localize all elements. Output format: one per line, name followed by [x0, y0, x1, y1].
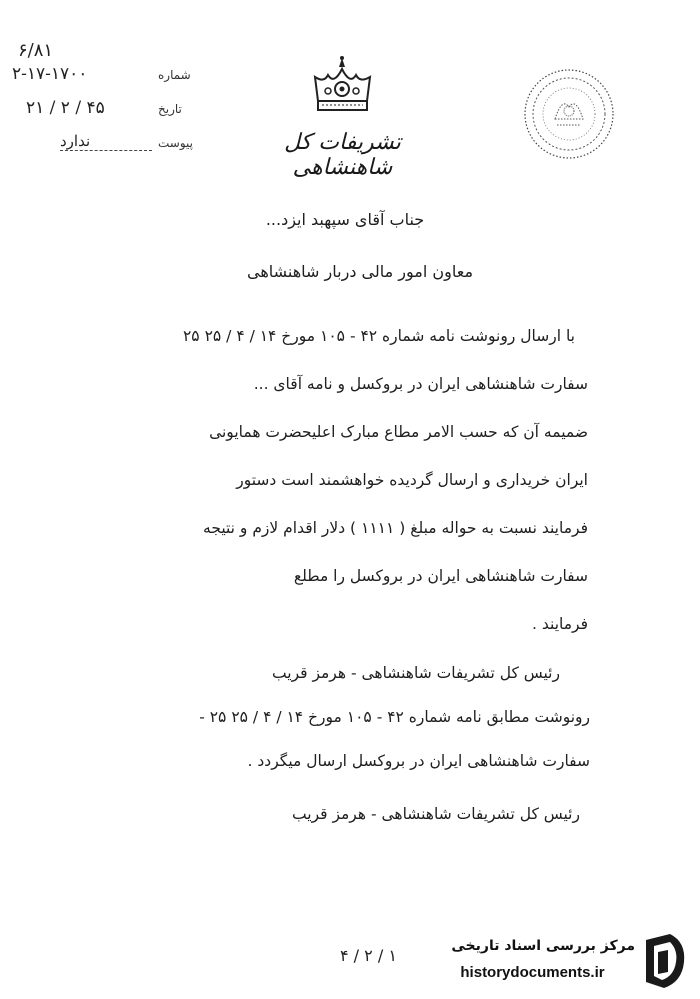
- page-number: ۴ / ۲ / ۱: [340, 946, 397, 965]
- archive-website: historydocuments.ir: [460, 964, 605, 981]
- reference-attachment-value: ندارد: [60, 132, 91, 150]
- circular-seal-stamp: [522, 67, 616, 161]
- paragraph1-line: ضمیمه آن که حسب الامر مطاع مبارک اعلیحضرت همایونی: [209, 423, 588, 441]
- paragraph1-line: فرمایند نسبت به حواله مبلغ ( ۱۱۱۱ ) دلار اقدام لازم و نتیجه: [203, 519, 588, 537]
- paragraph1-line: فرمایند .: [532, 615, 588, 633]
- signature-line: رئیس کل تشریفات شاهنشاهی - هرمز قریب: [292, 805, 580, 823]
- reference-date-value: ۲۱ / ۲ / ۴۵: [26, 98, 105, 118]
- paragraph2-line: سفارت شاهنشاهی ایران در بروکسل ارسال میگردد .: [247, 752, 590, 770]
- reference-date-label: تاریخ: [158, 102, 182, 116]
- addressee-title: معاون امور مالی دربار شاهنشاهی: [246, 262, 474, 281]
- paragraph1-line: سفارت شاهنشاهی ایران در بروکسل و نامه آقای ...: [253, 375, 588, 393]
- attachment-underline: [60, 150, 152, 151]
- department-title: تشریفات کل شاهنشاهی: [284, 130, 401, 180]
- paragraph1-line: ایران خریداری و ارسال گردیده خواهشمند است دستور: [236, 471, 588, 489]
- handwritten-annotation: ۶/۸۱: [18, 40, 54, 61]
- archive-logo-icon: [640, 932, 690, 990]
- signature-line: رئیس کل تشریفات شاهنشاهی - هرمز قریب: [272, 664, 560, 682]
- reference-number-label: شماره: [158, 68, 191, 82]
- addressee-name: جناب آقای سپهبد ایزد...: [265, 210, 425, 229]
- archive-watermark-badge: [430, 930, 692, 992]
- paragraph2-line: رونوشت مطابق نامه شماره ۴۲ - ۱۰۵ مورخ ۱۴ / ۴ / ۲۵ ۲۵ -: [199, 708, 590, 726]
- reference-number-value: ۲-۱۷-۱۷۰۰: [12, 64, 88, 84]
- archive-name: مرکز بررسی اسناد تاریخی: [451, 938, 635, 954]
- paragraph1-line: سفارت شاهنشاهی ایران در بروکسل را مطلع: [293, 567, 588, 585]
- paragraph1-line: با ارسال رونوشت نامه شماره ۴۲ - ۱۰۵ مورخ ۱۴ / ۴ / ۲۵ ۲۵: [182, 327, 575, 345]
- reference-attachment-label: پیوست: [158, 136, 193, 150]
- pahlavi-crown-icon: [310, 55, 375, 115]
